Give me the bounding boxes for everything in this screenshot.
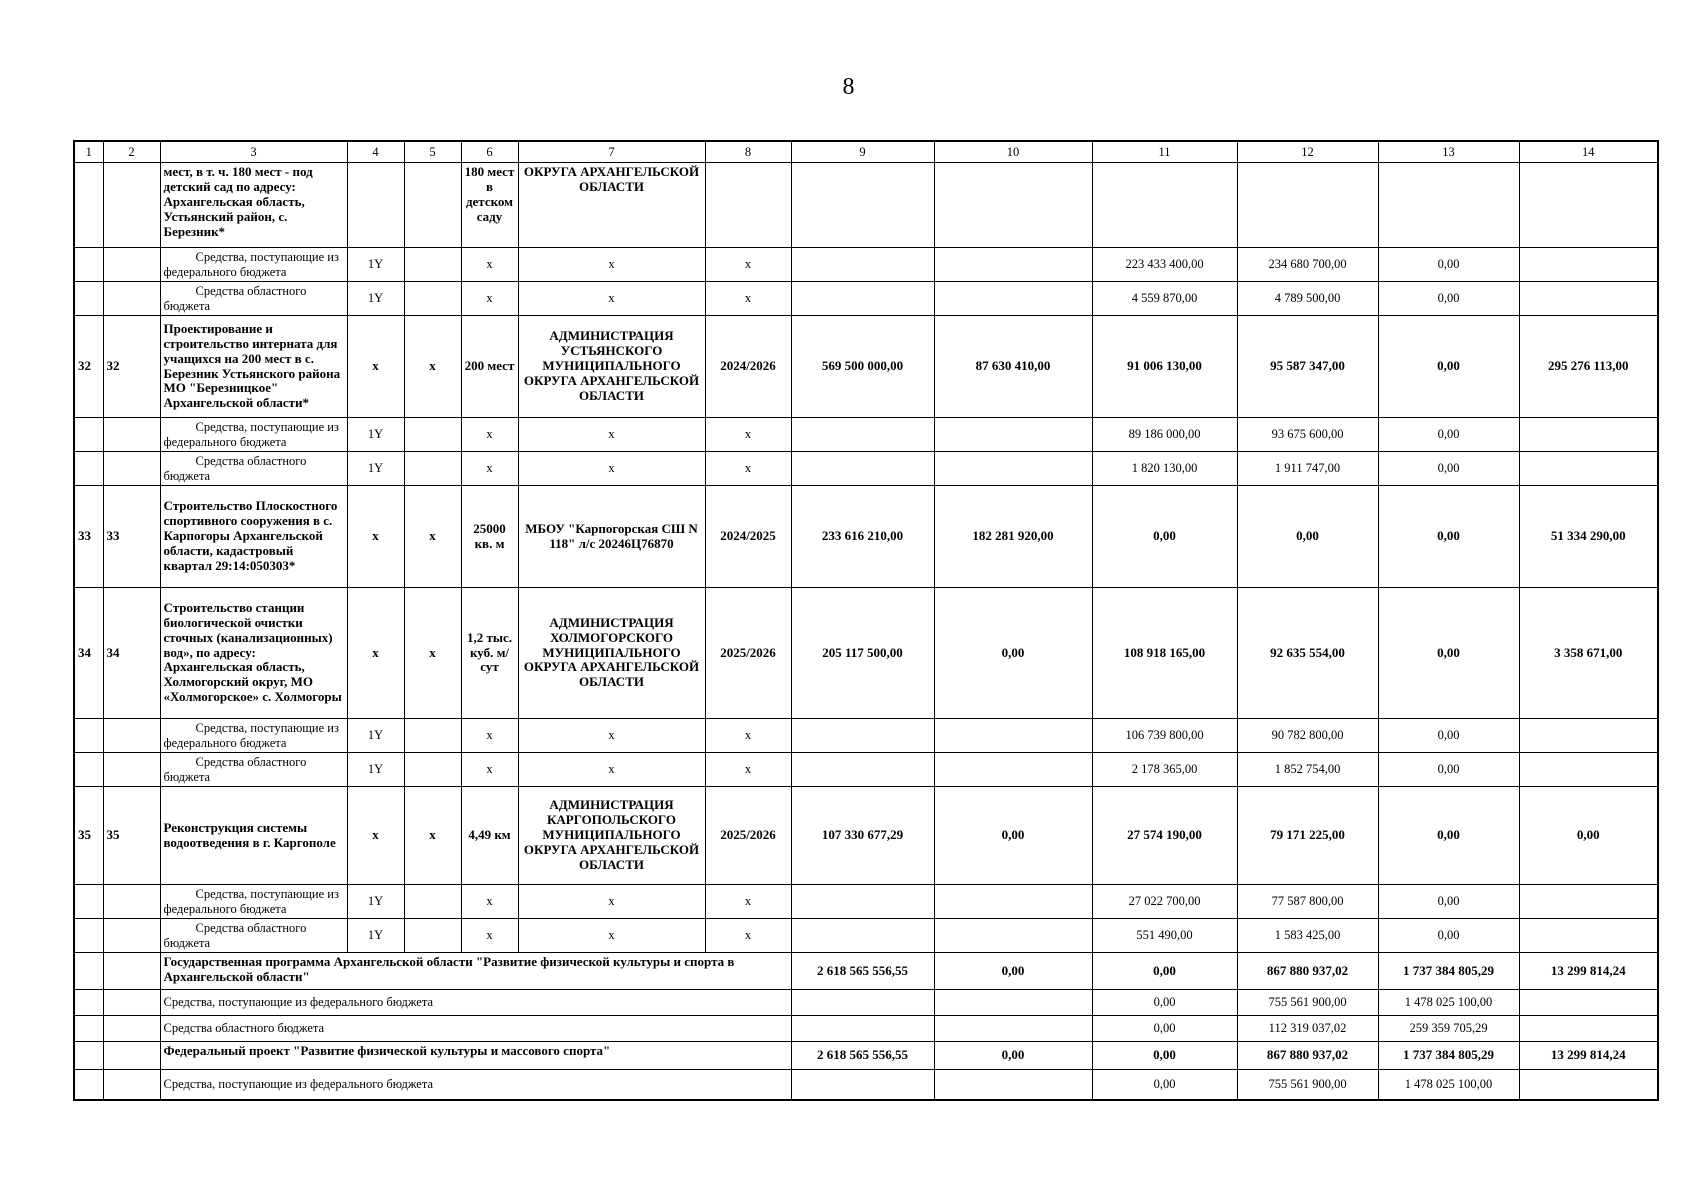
empty-cell bbox=[74, 990, 103, 1016]
amount-cell bbox=[1519, 719, 1658, 753]
amount-cell bbox=[934, 1070, 1092, 1100]
column-number: 1 bbox=[74, 141, 103, 163]
funding-source-label: Средства областного бюджета bbox=[160, 919, 347, 953]
amount-cell: 92 635 554,00 bbox=[1237, 588, 1378, 719]
x-mark-cell: х bbox=[705, 753, 791, 787]
period-cell: 2025/2026 bbox=[705, 787, 791, 885]
customer-cell: АДМИНИСТРАЦИЯ ХОЛМОГОРСКОГО МУНИЦИПАЛЬНОГО ОКРУГА АРХАНГЕЛЬСКОЙ ОБЛАСТИ bbox=[518, 588, 705, 719]
amount-cell: 223 433 400,00 bbox=[1092, 248, 1237, 282]
amount-cell bbox=[934, 919, 1092, 953]
empty-cell bbox=[1519, 163, 1658, 248]
column-number-row bbox=[74, 141, 1658, 163]
amount-cell: 27 574 190,00 bbox=[1092, 787, 1237, 885]
summary-row bbox=[74, 953, 1658, 990]
empty-cell bbox=[103, 753, 160, 787]
code-cell: 1Y bbox=[347, 452, 404, 486]
code-cell: 1Y bbox=[347, 282, 404, 316]
x-mark-cell: х bbox=[518, 452, 705, 486]
x-mark-cell: х bbox=[347, 316, 404, 418]
amount-cell: 259 359 705,29 bbox=[1378, 1016, 1519, 1042]
empty-cell bbox=[74, 1070, 103, 1100]
funding-source-label: Средства областного бюджета bbox=[160, 1016, 791, 1042]
funding-source-row bbox=[74, 282, 1658, 316]
column-number: 14 bbox=[1519, 141, 1658, 163]
x-mark-cell: х bbox=[705, 452, 791, 486]
summary-funding-source-row bbox=[74, 1070, 1658, 1100]
customer-cell: ОКРУГА АРХАНГЕЛЬСКОЙ ОБЛАСТИ bbox=[518, 163, 705, 248]
capacity-cell: 180 мест в детском саду bbox=[461, 163, 518, 248]
amount-cell: 0,00 bbox=[1378, 885, 1519, 919]
amount-cell bbox=[791, 885, 934, 919]
empty-cell bbox=[103, 1016, 160, 1042]
project-row bbox=[74, 486, 1658, 588]
amount-cell: 108 918 165,00 bbox=[1092, 588, 1237, 719]
amount-cell bbox=[791, 248, 934, 282]
amount-cell: 4 559 870,00 bbox=[1092, 282, 1237, 316]
column-number: 4 bbox=[347, 141, 404, 163]
object-name-cell: мест, в т. ч. 180 мест - под детский сад по адресу: Архангельская область, Устьянский район, с. Березник* bbox=[160, 163, 347, 248]
amount-cell: 0,00 bbox=[1092, 1042, 1237, 1070]
empty-cell bbox=[791, 163, 934, 248]
amount-cell bbox=[791, 1016, 934, 1042]
amount-cell: 0,00 bbox=[1237, 486, 1378, 588]
capacity-cell: 25000 кв. м bbox=[461, 486, 518, 588]
column-number: 7 bbox=[518, 141, 705, 163]
funding-source-label: Средства областного бюджета bbox=[160, 282, 347, 316]
x-mark-cell: х bbox=[461, 719, 518, 753]
summary-label: Государственная программа Архангельской области "Развитие физической культуры и спорта в Архангельской области" bbox=[160, 953, 791, 990]
amount-cell: 0,00 bbox=[1378, 282, 1519, 316]
amount-cell: 0,00 bbox=[1092, 486, 1237, 588]
x-mark-cell: х bbox=[518, 282, 705, 316]
amount-cell: 89 186 000,00 bbox=[1092, 418, 1237, 452]
amount-cell: 0,00 bbox=[934, 588, 1092, 719]
empty-cell bbox=[74, 885, 103, 919]
period-cell: 2024/2025 bbox=[705, 486, 791, 588]
object-name-cell: Проектирование и строительство интерната для учащихся на 200 мест в с. Березник Устьянского района МО "Березницкое" Архангельской области* bbox=[160, 316, 347, 418]
amount-cell: 2 618 565 556,55 bbox=[791, 953, 934, 990]
empty-cell bbox=[103, 248, 160, 282]
amount-cell: 0,00 bbox=[1092, 1070, 1237, 1100]
empty-cell bbox=[103, 418, 160, 452]
capacity-cell: 4,49 км bbox=[461, 787, 518, 885]
amount-cell: 51 334 290,00 bbox=[1519, 486, 1658, 588]
amount-cell: 0,00 bbox=[1378, 452, 1519, 486]
period-cell: 2025/2026 bbox=[705, 588, 791, 719]
x-mark-cell: х bbox=[404, 588, 461, 719]
empty-cell bbox=[74, 452, 103, 486]
empty-cell bbox=[404, 163, 461, 248]
amount-cell bbox=[934, 248, 1092, 282]
amount-cell: 0,00 bbox=[1378, 316, 1519, 418]
x-mark-cell: х bbox=[705, 248, 791, 282]
amount-cell bbox=[1519, 885, 1658, 919]
object-name-cell: Строительство Плоскостного спортивного сооружения в с. Карпогоры Архангельской области, кадастровый квартал 29:14:050303* bbox=[160, 486, 347, 588]
amount-cell bbox=[934, 418, 1092, 452]
summary-funding-source-row bbox=[74, 990, 1658, 1016]
amount-cell: 551 490,00 bbox=[1092, 919, 1237, 953]
empty-cell bbox=[404, 418, 461, 452]
amount-cell bbox=[791, 452, 934, 486]
amount-cell: 755 561 900,00 bbox=[1237, 1070, 1378, 1100]
empty-cell bbox=[347, 163, 404, 248]
amount-cell: 112 319 037,02 bbox=[1237, 1016, 1378, 1042]
amount-cell bbox=[934, 990, 1092, 1016]
column-number: 8 bbox=[705, 141, 791, 163]
funding-source-row bbox=[74, 248, 1658, 282]
capacity-cell: 1,2 тыс. куб. м/сут bbox=[461, 588, 518, 719]
amount-cell: 0,00 bbox=[934, 787, 1092, 885]
x-mark-cell: х bbox=[347, 588, 404, 719]
amount-cell bbox=[1519, 1016, 1658, 1042]
row-number-cell: 34 bbox=[74, 588, 103, 719]
x-mark-cell: х bbox=[518, 753, 705, 787]
object-name-cell: Строительство станции биологической очистки сточных (канализационных) вод», по адресу: Архангельская область, Холмогорский округ, МО «Холмогорское» с. Холмогоры bbox=[160, 588, 347, 719]
code-cell: 1Y bbox=[347, 719, 404, 753]
empty-cell bbox=[404, 282, 461, 316]
x-mark-cell: х bbox=[518, 248, 705, 282]
amount-cell: 0,00 bbox=[1378, 753, 1519, 787]
customer-cell: МБОУ "Карпогорская СШ N 118" л/с 20246Ц76870 bbox=[518, 486, 705, 588]
amount-cell: 95 587 347,00 bbox=[1237, 316, 1378, 418]
amount-cell: 0,00 bbox=[1092, 1016, 1237, 1042]
amount-cell bbox=[1519, 753, 1658, 787]
amount-cell: 1 737 384 805,29 bbox=[1378, 1042, 1519, 1070]
amount-cell: 0,00 bbox=[1378, 588, 1519, 719]
amount-cell: 0,00 bbox=[1092, 953, 1237, 990]
amount-cell: 0,00 bbox=[934, 1042, 1092, 1070]
x-mark-cell: х bbox=[518, 885, 705, 919]
empty-cell bbox=[74, 1016, 103, 1042]
empty-cell bbox=[404, 753, 461, 787]
amount-cell: 0,00 bbox=[1092, 990, 1237, 1016]
amount-cell: 27 022 700,00 bbox=[1092, 885, 1237, 919]
amount-cell: 205 117 500,00 bbox=[791, 588, 934, 719]
code-cell: 1Y bbox=[347, 919, 404, 953]
empty-cell bbox=[103, 719, 160, 753]
amount-cell: 0,00 bbox=[1378, 418, 1519, 452]
empty-cell bbox=[74, 953, 103, 990]
amount-cell bbox=[1519, 1070, 1658, 1100]
empty-cell bbox=[103, 919, 160, 953]
x-mark-cell: х bbox=[461, 919, 518, 953]
amount-cell bbox=[1519, 452, 1658, 486]
amount-cell: 77 587 800,00 bbox=[1237, 885, 1378, 919]
amount-cell: 0,00 bbox=[1378, 248, 1519, 282]
amount-cell: 1 820 130,00 bbox=[1092, 452, 1237, 486]
column-number: 10 bbox=[934, 141, 1092, 163]
amount-cell: 91 006 130,00 bbox=[1092, 316, 1237, 418]
amount-cell: 79 171 225,00 bbox=[1237, 787, 1378, 885]
customer-cell: АДМИНИСТРАЦИЯ КАРГОПОЛЬСКОГО МУНИЦИПАЛЬНОГО ОКРУГА АРХАНГЕЛЬСКОЙ ОБЛАСТИ bbox=[518, 787, 705, 885]
x-mark-cell: х bbox=[461, 452, 518, 486]
project-row bbox=[74, 588, 1658, 719]
amount-cell: 755 561 900,00 bbox=[1237, 990, 1378, 1016]
x-mark-cell: х bbox=[461, 282, 518, 316]
column-number: 12 bbox=[1237, 141, 1378, 163]
empty-cell bbox=[74, 163, 103, 248]
item-number-cell: 32 bbox=[103, 316, 160, 418]
amount-cell bbox=[934, 282, 1092, 316]
x-mark-cell: х bbox=[705, 719, 791, 753]
amount-cell: 569 500 000,00 bbox=[791, 316, 934, 418]
empty-cell bbox=[103, 1070, 160, 1100]
x-mark-cell: х bbox=[461, 753, 518, 787]
page-number: 8 bbox=[842, 74, 855, 100]
empty-cell bbox=[103, 163, 160, 248]
amount-cell bbox=[1519, 282, 1658, 316]
x-mark-cell: х bbox=[518, 418, 705, 452]
item-number-cell: 34 bbox=[103, 588, 160, 719]
empty-cell bbox=[74, 753, 103, 787]
x-mark-cell: х bbox=[461, 248, 518, 282]
customer-cell: АДМИНИСТРАЦИЯ УСТЬЯНСКОГО МУНИЦИПАЛЬНОГО ОКРУГА АРХАНГЕЛЬСКОЙ ОБЛАСТИ bbox=[518, 316, 705, 418]
empty-cell bbox=[103, 885, 160, 919]
empty-cell bbox=[74, 1042, 103, 1070]
amount-cell: 106 739 800,00 bbox=[1092, 719, 1237, 753]
amount-cell: 2 178 365,00 bbox=[1092, 753, 1237, 787]
column-number: 9 bbox=[791, 141, 934, 163]
amount-cell bbox=[934, 1016, 1092, 1042]
x-mark-cell: х bbox=[461, 418, 518, 452]
amount-cell: 107 330 677,29 bbox=[791, 787, 934, 885]
funding-source-label: Средства областного бюджета bbox=[160, 452, 347, 486]
amount-cell: 0,00 bbox=[1378, 719, 1519, 753]
column-number: 2 bbox=[103, 141, 160, 163]
project-row bbox=[74, 316, 1658, 418]
empty-cell bbox=[103, 282, 160, 316]
empty-cell bbox=[103, 990, 160, 1016]
x-mark-cell: х bbox=[404, 486, 461, 588]
amount-cell: 182 281 920,00 bbox=[934, 486, 1092, 588]
amount-cell: 1 478 025 100,00 bbox=[1378, 990, 1519, 1016]
table-row-continuation bbox=[74, 163, 1658, 248]
funding-source-label: Средства, поступающие из федерального бюджета bbox=[160, 418, 347, 452]
x-mark-cell: х bbox=[404, 316, 461, 418]
amount-cell bbox=[1519, 990, 1658, 1016]
amount-cell: 4 789 500,00 bbox=[1237, 282, 1378, 316]
funding-source-label: Средства, поступающие из федерального бюджета bbox=[160, 990, 791, 1016]
x-mark-cell: х bbox=[705, 282, 791, 316]
amount-cell: 1 852 754,00 bbox=[1237, 753, 1378, 787]
x-mark-cell: х bbox=[705, 919, 791, 953]
amount-cell: 0,00 bbox=[1378, 787, 1519, 885]
x-mark-cell: х bbox=[461, 885, 518, 919]
funding-source-label: Средства, поступающие из федерального бюджета bbox=[160, 719, 347, 753]
amount-cell bbox=[1519, 418, 1658, 452]
empty-cell bbox=[934, 163, 1092, 248]
empty-cell bbox=[404, 919, 461, 953]
amount-cell: 87 630 410,00 bbox=[934, 316, 1092, 418]
code-cell: 1Y bbox=[347, 418, 404, 452]
x-mark-cell: х bbox=[347, 787, 404, 885]
funding-source-row bbox=[74, 753, 1658, 787]
empty-cell bbox=[1237, 163, 1378, 248]
empty-cell bbox=[404, 452, 461, 486]
funding-source-label: Средства областного бюджета bbox=[160, 753, 347, 787]
amount-cell bbox=[791, 919, 934, 953]
amount-cell bbox=[934, 452, 1092, 486]
amount-cell: 1 911 747,00 bbox=[1237, 452, 1378, 486]
item-number-cell: 33 bbox=[103, 486, 160, 588]
column-number: 5 bbox=[404, 141, 461, 163]
x-mark-cell: х bbox=[404, 787, 461, 885]
object-name-cell: Реконструкция системы водоотведения в г. Каргополе bbox=[160, 787, 347, 885]
summary-funding-source-row bbox=[74, 1016, 1658, 1042]
project-row bbox=[74, 787, 1658, 885]
amount-cell: 2 618 565 556,55 bbox=[791, 1042, 934, 1070]
funding-source-row bbox=[74, 418, 1658, 452]
amount-cell bbox=[791, 418, 934, 452]
amount-cell: 1 478 025 100,00 bbox=[1378, 1070, 1519, 1100]
empty-cell bbox=[74, 248, 103, 282]
amount-cell: 0,00 bbox=[934, 953, 1092, 990]
amount-cell: 0,00 bbox=[1519, 787, 1658, 885]
capacity-cell: 200 мест bbox=[461, 316, 518, 418]
empty-cell bbox=[74, 282, 103, 316]
item-number-cell: 35 bbox=[103, 787, 160, 885]
summary-label: Федеральный проект "Развитие физической культуры и массового спорта" bbox=[160, 1042, 791, 1070]
funding-source-row bbox=[74, 719, 1658, 753]
row-number-cell: 35 bbox=[74, 787, 103, 885]
amount-cell: 1 737 384 805,29 bbox=[1378, 953, 1519, 990]
empty-cell bbox=[74, 719, 103, 753]
budget-table bbox=[73, 140, 1659, 1101]
empty-cell bbox=[74, 418, 103, 452]
amount-cell: 3 358 671,00 bbox=[1519, 588, 1658, 719]
amount-cell: 93 675 600,00 bbox=[1237, 418, 1378, 452]
empty-cell bbox=[103, 1042, 160, 1070]
empty-cell bbox=[103, 953, 160, 990]
empty-cell bbox=[1092, 163, 1237, 248]
funding-source-label: Средства, поступающие из федерального бюджета bbox=[160, 1070, 791, 1100]
row-number-cell: 33 bbox=[74, 486, 103, 588]
period-cell: 2024/2026 bbox=[705, 316, 791, 418]
column-number: 13 bbox=[1378, 141, 1519, 163]
amount-cell bbox=[934, 753, 1092, 787]
code-cell: 1Y bbox=[347, 885, 404, 919]
funding-source-row bbox=[74, 885, 1658, 919]
funding-source-label: Средства, поступающие из федерального бюджета bbox=[160, 885, 347, 919]
amount-cell: 234 680 700,00 bbox=[1237, 248, 1378, 282]
amount-cell: 13 299 814,24 bbox=[1519, 953, 1658, 990]
x-mark-cell: х bbox=[347, 486, 404, 588]
amount-cell bbox=[791, 990, 934, 1016]
empty-cell bbox=[103, 452, 160, 486]
amount-cell bbox=[1519, 248, 1658, 282]
amount-cell bbox=[791, 282, 934, 316]
funding-source-row bbox=[74, 919, 1658, 953]
row-number-cell: 32 bbox=[74, 316, 103, 418]
amount-cell: 867 880 937,02 bbox=[1237, 1042, 1378, 1070]
amount-cell bbox=[1519, 919, 1658, 953]
summary-row bbox=[74, 1042, 1658, 1070]
amount-cell: 0,00 bbox=[1378, 486, 1519, 588]
empty-cell bbox=[404, 719, 461, 753]
amount-cell: 0,00 bbox=[1378, 919, 1519, 953]
code-cell: 1Y bbox=[347, 248, 404, 282]
amount-cell bbox=[791, 719, 934, 753]
amount-cell: 1 583 425,00 bbox=[1237, 919, 1378, 953]
amount-cell: 13 299 814,24 bbox=[1519, 1042, 1658, 1070]
code-cell: 1Y bbox=[347, 753, 404, 787]
column-number: 3 bbox=[160, 141, 347, 163]
amount-cell: 233 616 210,00 bbox=[791, 486, 934, 588]
empty-cell bbox=[404, 885, 461, 919]
amount-cell: 90 782 800,00 bbox=[1237, 719, 1378, 753]
x-mark-cell: х bbox=[705, 885, 791, 919]
amount-cell bbox=[934, 719, 1092, 753]
amount-cell bbox=[791, 753, 934, 787]
amount-cell bbox=[934, 885, 1092, 919]
x-mark-cell: х bbox=[705, 418, 791, 452]
amount-cell: 295 276 113,00 bbox=[1519, 316, 1658, 418]
x-mark-cell: х bbox=[518, 919, 705, 953]
amount-cell bbox=[791, 1070, 934, 1100]
funding-source-row bbox=[74, 452, 1658, 486]
column-number: 6 bbox=[461, 141, 518, 163]
x-mark-cell: х bbox=[518, 719, 705, 753]
column-number: 11 bbox=[1092, 141, 1237, 163]
empty-cell bbox=[404, 248, 461, 282]
empty-cell bbox=[705, 163, 791, 248]
empty-cell bbox=[1378, 163, 1519, 248]
empty-cell bbox=[74, 919, 103, 953]
amount-cell: 867 880 937,02 bbox=[1237, 953, 1378, 990]
funding-source-label: Средства, поступающие из федерального бюджета bbox=[160, 248, 347, 282]
